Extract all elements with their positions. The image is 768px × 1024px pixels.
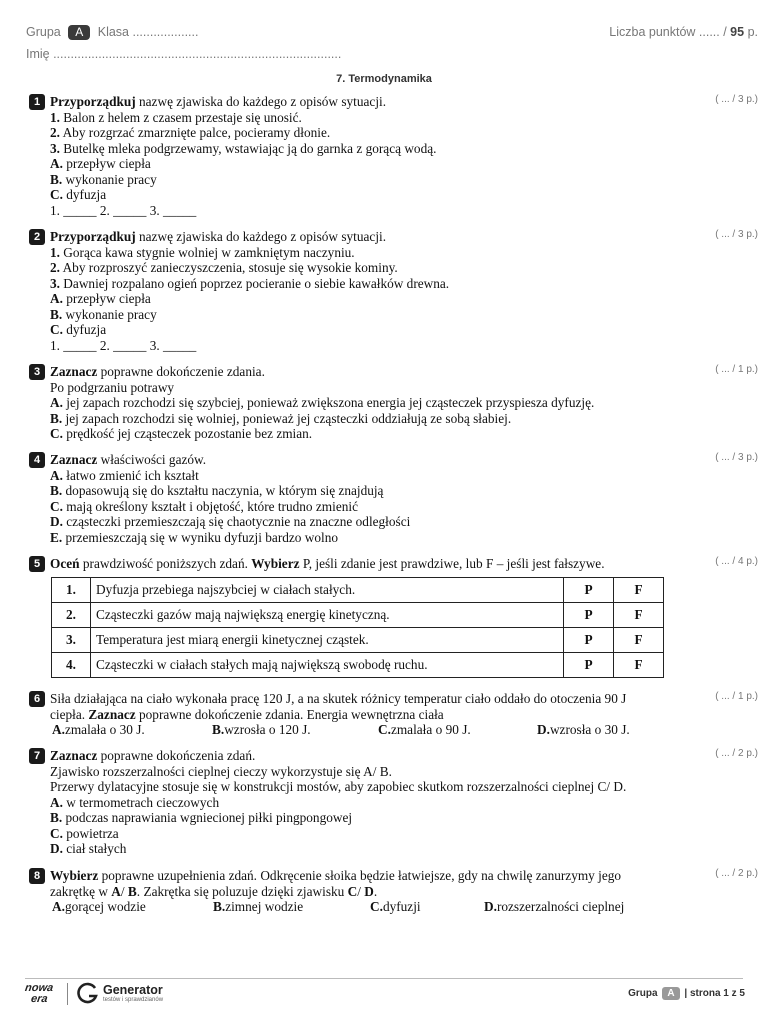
list-item: 1. Gorąca kawa stygnie wolniej w zamkniętym naczyniu. bbox=[50, 244, 355, 260]
option[interactable]: B. dopasowują się do kształtu naczynia, w którym się znajdują bbox=[50, 483, 384, 498]
list-item: 3. Dawniej rozpalano ogień poprzez pocieranie o siebie kawałków drewna. bbox=[50, 275, 450, 291]
option[interactable]: B. podczas naprawiania wgniecionej piłki pingpongowej bbox=[50, 810, 353, 825]
question-2 bbox=[30, 229, 710, 353]
question-1 bbox=[30, 94, 710, 218]
points-field bbox=[609, 25, 758, 39]
option[interactable]: B.zimnej wodzie bbox=[213, 899, 304, 914]
points-total: 95 bbox=[730, 25, 745, 39]
list-item: 2. Aby rozgrzać zmarznięte palce, pocieramy dłonie. bbox=[50, 125, 331, 140]
command: Zaznacz bbox=[50, 748, 98, 763]
option[interactable]: A. jej zapach rozchodzi się szybciej, ponieważ zwiększona energia jej cząsteczek przyspiesza dyfuzję. bbox=[50, 395, 595, 410]
generator-g-icon bbox=[77, 982, 99, 1006]
option[interactable]: A.gorącej wodzie bbox=[52, 899, 146, 914]
option[interactable]: B. wykonanie pracy bbox=[50, 306, 157, 322]
option[interactable]: C.zmalała o 90 J. bbox=[378, 722, 471, 737]
prompt-text: Zjawisko rozszerzalności cieplnej cieczy wykorzystuje się A/ B. bbox=[50, 763, 392, 779]
true-option[interactable]: P bbox=[564, 603, 614, 628]
group-field bbox=[26, 25, 198, 40]
false-option[interactable]: F bbox=[614, 578, 664, 603]
list-item: 2. Aby rozproszyć zanieczyszczenia, stosuje się wysokie kominy. bbox=[50, 260, 398, 275]
option[interactable]: A. w termometrach cieczowych bbox=[50, 794, 220, 810]
footer-group-badge: A bbox=[662, 987, 679, 1000]
answer-blanks[interactable]: 1. _____ 2. _____ 3. _____ bbox=[50, 202, 197, 218]
points-box: ( ... / 1 p.) bbox=[715, 364, 758, 375]
option[interactable]: C. powietrza bbox=[50, 825, 119, 841]
option[interactable]: B. jej zapach rozchodzi się wolniej, ponieważ jej cząsteczki oddziałują ze sobą słabiej. bbox=[50, 410, 512, 426]
prompt-text: właściwości gazów. bbox=[97, 452, 207, 467]
table-row: 4. Cząsteczki w ciałach stałych mają największą swobodę ruchu. P F bbox=[52, 653, 664, 678]
question-number: 5 bbox=[29, 556, 45, 572]
name-field: Imię ................................................................................... bbox=[26, 47, 342, 61]
question-8: 8 Wybierz poprawne uzupełnienia zdań. Odkręcenie słoika będzie łatwiejsze, gdy na chwilę zanurzymy jego zakrętkę w A/ B. Zakrętka się poluzuje dzięki zjawisku C/ D. A.gorącej wodzie B.zimnej wodzie C.dyfuzji D.rozszerzalności cieplnej bbox=[30, 868, 710, 915]
question-number: 8 bbox=[29, 868, 45, 884]
prompt-text: nazwę zjawiska do każdego z opisów sytuacji. bbox=[135, 94, 387, 109]
question-number: 2 bbox=[29, 229, 45, 245]
prompt-text: poprawne dokończenie zdania. bbox=[97, 364, 265, 379]
generator-logo: Generator testów i sprawdzianów bbox=[77, 982, 177, 1008]
table-row: 3. Temperatura jest miarą energii kinetycznej cząstek. P F bbox=[52, 628, 664, 653]
true-option[interactable]: P bbox=[564, 578, 614, 603]
option[interactable]: C. mają określony kształt i objętość, które trudno zmienić bbox=[50, 498, 358, 514]
points-unit: p. bbox=[747, 25, 758, 39]
question-5: 5 Oceń prawdziwość poniższych zdań. Wybierz P, jeśli zdanie jest prawdziwe, lub F – jeśli jest fałszywe. bbox=[30, 556, 710, 572]
command: Zaznacz bbox=[50, 452, 98, 467]
true-option[interactable]: P bbox=[564, 628, 614, 653]
option[interactable]: A. łatwo zmienić ich kształt bbox=[50, 467, 199, 483]
table-row: 2. Cząsteczki gazów mają największą energię kinetyczną. P F bbox=[52, 603, 664, 628]
points-box: ( ... / 3 p.) bbox=[715, 229, 758, 240]
command: Wybierz bbox=[50, 868, 99, 883]
points-box: ( ... / 3 p.) bbox=[715, 94, 758, 105]
group-label: Grupa bbox=[26, 25, 61, 39]
prompt-text: Siła działająca na ciało wykonała pracę 120 J, a na skutek różnicy temperatur ciało oddało do otoczenia 90 J bbox=[50, 691, 627, 706]
points-box: ( ... / 2 p.) bbox=[715, 748, 758, 759]
nowa-era-logo: nowa era bbox=[24, 982, 55, 1005]
option[interactable]: D. cząsteczki przemieszczają się chaotycznie na znaczne odległości bbox=[50, 514, 411, 529]
page-title: 7. Termodynamika bbox=[336, 73, 432, 85]
false-option[interactable]: F bbox=[614, 653, 664, 678]
points-label: Liczba punktów ...... / bbox=[609, 25, 727, 39]
question-number: 3 bbox=[29, 364, 45, 380]
lead-text: Po podgrzaniu potrawy bbox=[50, 379, 175, 395]
command: Przyporządkuj bbox=[50, 94, 136, 109]
points-box: ( ... / 1 p.) bbox=[715, 691, 758, 702]
option[interactable]: D. ciał stałych bbox=[50, 841, 127, 856]
option[interactable]: D.wzrosła o 30 J. bbox=[537, 722, 630, 737]
footer-page-info: Grupa A | strona 1 z 5 bbox=[628, 988, 745, 999]
option[interactable]: A. przepływ ciepła bbox=[50, 156, 151, 171]
list-item: 1. Balon z helem z czasem przestaje się unosić. bbox=[50, 109, 302, 125]
prompt-text: Przerwy dylatacyjne stosuje się w konstrukcji mostów, aby zapobiec skutkom rozszerzalności cieplnej C/ D. bbox=[50, 779, 627, 794]
points-box: ( ... / 2 p.) bbox=[715, 868, 758, 879]
option[interactable]: C.dyfuzji bbox=[370, 899, 421, 914]
answer-blanks[interactable]: 1. _____ 2. _____ 3. _____ bbox=[50, 337, 197, 353]
question-number: 4 bbox=[29, 452, 45, 468]
prompt-text: nazwę zjawiska do każdego z opisów sytuacji. bbox=[135, 229, 387, 244]
footer-divider bbox=[25, 978, 743, 979]
option[interactable]: C. dyfuzja bbox=[50, 187, 107, 202]
option[interactable]: C. prędkość jej cząsteczek pozostanie bez zmian. bbox=[50, 426, 313, 441]
command: Zaznacz bbox=[50, 364, 98, 379]
option[interactable]: A. przepływ ciepła bbox=[50, 291, 151, 306]
table-row: 1. Dyfuzja przebiega najszybciej w ciałach stałych. P F bbox=[52, 578, 664, 603]
question-3 bbox=[30, 364, 710, 442]
logo-separator bbox=[67, 983, 68, 1005]
question-number: 7 bbox=[29, 748, 45, 764]
command: Zaznacz bbox=[88, 706, 136, 722]
question-4 bbox=[30, 452, 710, 545]
option[interactable]: C. dyfuzja bbox=[50, 322, 107, 337]
group-badge: A bbox=[68, 25, 90, 40]
question-number: 6 bbox=[29, 691, 45, 707]
option[interactable]: E. przemieszczają się w wyniku dyfuzji bardzo wolno bbox=[50, 529, 339, 545]
points-box: ( ... / 4 p.) bbox=[715, 556, 758, 567]
option[interactable]: A.zmalała o 30 J. bbox=[52, 722, 145, 737]
points-box: ( ... / 3 p.) bbox=[715, 452, 758, 463]
false-option[interactable]: F bbox=[614, 603, 664, 628]
true-false-table bbox=[51, 577, 664, 678]
command: Oceń bbox=[50, 556, 80, 571]
false-option[interactable]: F bbox=[614, 628, 664, 653]
question-number: 1 bbox=[29, 94, 45, 110]
option[interactable]: B.wzrosła o 120 J. bbox=[212, 722, 311, 737]
command: Przyporządkuj bbox=[50, 229, 136, 244]
question-7: 7 Zaznacz poprawne dokończenia zdań. Zjawisko rozszerzalności cieplnej cieczy wykorzystuje się A/ B. Przerwy dylatacyjne stosuje się w konstrukcji mostów, aby zapobiec skutkom rozszerzalności cieplnej C/ D. A. w termometrach cieczowych B. podczas naprawiania wgniecionej piłki pingpongowej C. powietrza D. ciał stałych bbox=[30, 748, 710, 857]
true-option[interactable]: P bbox=[564, 653, 614, 678]
list-item: 3. Butelkę mleka podgrzewamy, wstawiając ją do garnka z gorącą wodą. bbox=[50, 140, 437, 156]
option[interactable]: B. wykonanie pracy bbox=[50, 171, 157, 187]
command: Wybierz bbox=[251, 556, 300, 571]
option[interactable]: D.rozszerzalności cieplnej bbox=[484, 899, 625, 914]
question-6: 6 Siła działająca na ciało wykonała pracę 120 J, a na skutek różnicy temperatur ciało oddało do otoczenia 90 J ciepła. Zaznacz poprawne dokończenie zdania. Energia wewnętrzna ciała A.zmalała o 30 J. B.wzrosła o 120 J. C.zmalała o 90 J. D.wzrosła o 30 J. bbox=[30, 691, 710, 738]
class-label: Klasa ................... bbox=[97, 25, 199, 39]
